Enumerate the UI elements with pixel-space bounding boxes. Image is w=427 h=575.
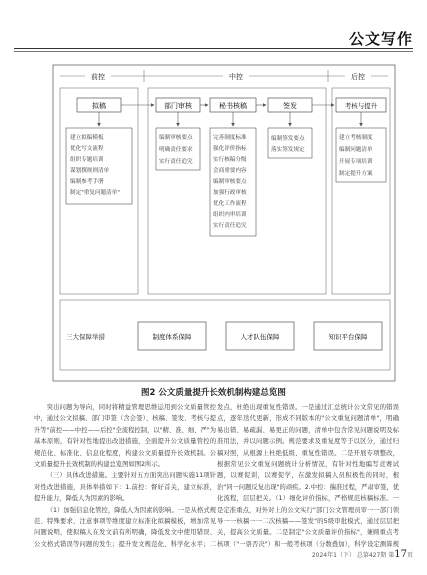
stage-box-dept-review	[156, 98, 200, 112]
page-number: 17	[394, 549, 407, 560]
measure-item: 明确责任要求	[159, 147, 193, 153]
measure-item: 制定提升方案	[339, 171, 373, 177]
measure-item: 开展专项培训	[339, 159, 373, 165]
measure-item: 加强行政审核	[213, 190, 247, 196]
measure-item: 实行核稿分级	[213, 157, 247, 163]
stage-title-drafting: 拟稿	[92, 102, 106, 110]
stage-title-dept-review: 部门审核	[164, 102, 192, 110]
phase-bar	[60, 70, 388, 82]
paragraph: （1）加强信息化管控，降低人为因素的影响。一是从格式规范、特殊要求、注意事项等维度建立标准化拟稿模板，增加常见问题说明，使拟稿人在发文前有所明确，降低发文中使用错误、公文格式错误等问题的发生；提升发文规范化、科学化水平；二	[34, 506, 216, 548]
page-number-suffix: 页	[406, 552, 413, 559]
paragraph: （三）具体改进措施。主要针对五方面突出问题实施11项针对性改进措施，具体举措如下：1.前控：督好首关，建立标准，提升能力，降低人为因素的影响。	[34, 472, 216, 503]
stage-title-assessment: 考核与提升	[344, 102, 378, 110]
page-footer	[312, 549, 413, 560]
measure-item: 组织专题培训	[70, 157, 104, 163]
stage-box-drafting	[77, 98, 121, 112]
measure-item: 实行责任追究	[213, 223, 247, 229]
support-box-knowledge	[314, 322, 382, 350]
measure-item: 会商重要内容	[213, 168, 247, 174]
support-box-system	[138, 322, 206, 350]
measure-item: 实行责任追究	[159, 159, 193, 165]
measure-item: 落实签发规定	[271, 147, 305, 153]
page-number-prefix: 第	[388, 552, 395, 559]
measure-item: 谋划撰规则清单	[70, 168, 110, 174]
body-column-right	[217, 402, 399, 550]
measure-item: 强化评价指标	[213, 146, 247, 152]
phase-label-mid: 中控	[229, 73, 243, 81]
header-divider	[14, 48, 413, 49]
measure-item: 建立考核制度	[339, 135, 373, 141]
phase-label-post: 后控	[351, 73, 365, 81]
support-item-talent: 人才队伍保障	[240, 333, 280, 341]
figure-caption: 图2 公文质量提升长效机制构建总览图	[141, 388, 286, 398]
support-label: 三大保障举措	[66, 333, 105, 341]
measure-item: 编制问题清单	[339, 147, 373, 153]
measure-item: 编制参考手册	[70, 179, 104, 185]
stage-box-signoff	[268, 98, 312, 112]
mechanism-diagram	[52, 64, 396, 382]
measure-item: 编制审核要点	[159, 135, 193, 141]
measure-item: 完善制度标准	[213, 135, 247, 141]
measure-item: 优化写文流程	[70, 146, 104, 152]
stage-title-secretary-check: 秘书核稿	[219, 102, 247, 110]
measure-item: 优化工作流程	[213, 201, 247, 207]
stage-title-signoff: 签发	[283, 102, 297, 110]
measure-item: 组织内审培训	[213, 212, 247, 218]
phase-label-pre: 前控	[91, 73, 105, 81]
paragraph: 发点，杜绝出现重复性错误。一是通过汇总统计公文常见的错误点，逐年迭代更新，形成不同版本的"公文重复问题清单"，明确易出错、易疏漏、易更正的问题，清单中包含常见问题说明及标准用法，并以问题示例。规范要求及重复度等于以区分，通过归稿对照，从根源上杜绝低级、重复性错误。二是开展专项整改，根据常见公文重复问题统计分析情况，有针对性地编写竞赛试题，以赛促训，以赛促学，在激发拟稿人员积极性的同时，根治"同一问题反复出现"的顽疾。2.中控：揣准过程，严肃审签，优化流程，层层把关。（1）细化评价指标，严格规范核稿标准。一是定准重点，对外对上的公文实行"部门公文管理员审一一部门领导一一核稿一一二次核稿——签发"的5级审批模式，通过层层把关，提高公文质量。二是制定"公文质量评价指标"，兼顾重点考核项（"一票否决"）和一般考核项（分数叠加），科学设定测算规	[217, 404, 399, 548]
issue-info: 2024年1（下） 总第427期	[311, 552, 387, 559]
signoff-measures-box	[268, 128, 312, 158]
measure-item: 制定"重复问题清单"	[70, 190, 120, 196]
paragraph: 突出问题为导向，同时将精益管理思维运用到公文质量管控中，通过公文拟稿、部门审签（含会签）、核稿、签发、考核与提升等"前控——中控——后控"全流程控制，以"精、准、细、严"为基本原则，有针对性地提出改进措施，全面提升公文质量管控的规范化、标准化、信息化程度，构建公文质量提升长效机制。公文质量提升长效机制的构建总览图如图2所示。	[34, 404, 216, 469]
support-box-talent	[226, 322, 294, 350]
stage-box-secretary-check	[210, 98, 256, 112]
header-divider-thin	[14, 51, 413, 52]
body-column-left	[34, 402, 216, 550]
measure-item: 编制签发要点	[271, 136, 305, 142]
support-item-knowledge: 知识平台保障	[328, 333, 368, 341]
support-item-system: 制度体系保障	[152, 333, 192, 341]
stage-box-assessment	[336, 98, 386, 112]
measure-item: 编制审核要点	[213, 179, 247, 185]
section-title: 公文写作	[348, 30, 413, 48]
measure-item: 建立拟稿模板	[70, 135, 104, 141]
